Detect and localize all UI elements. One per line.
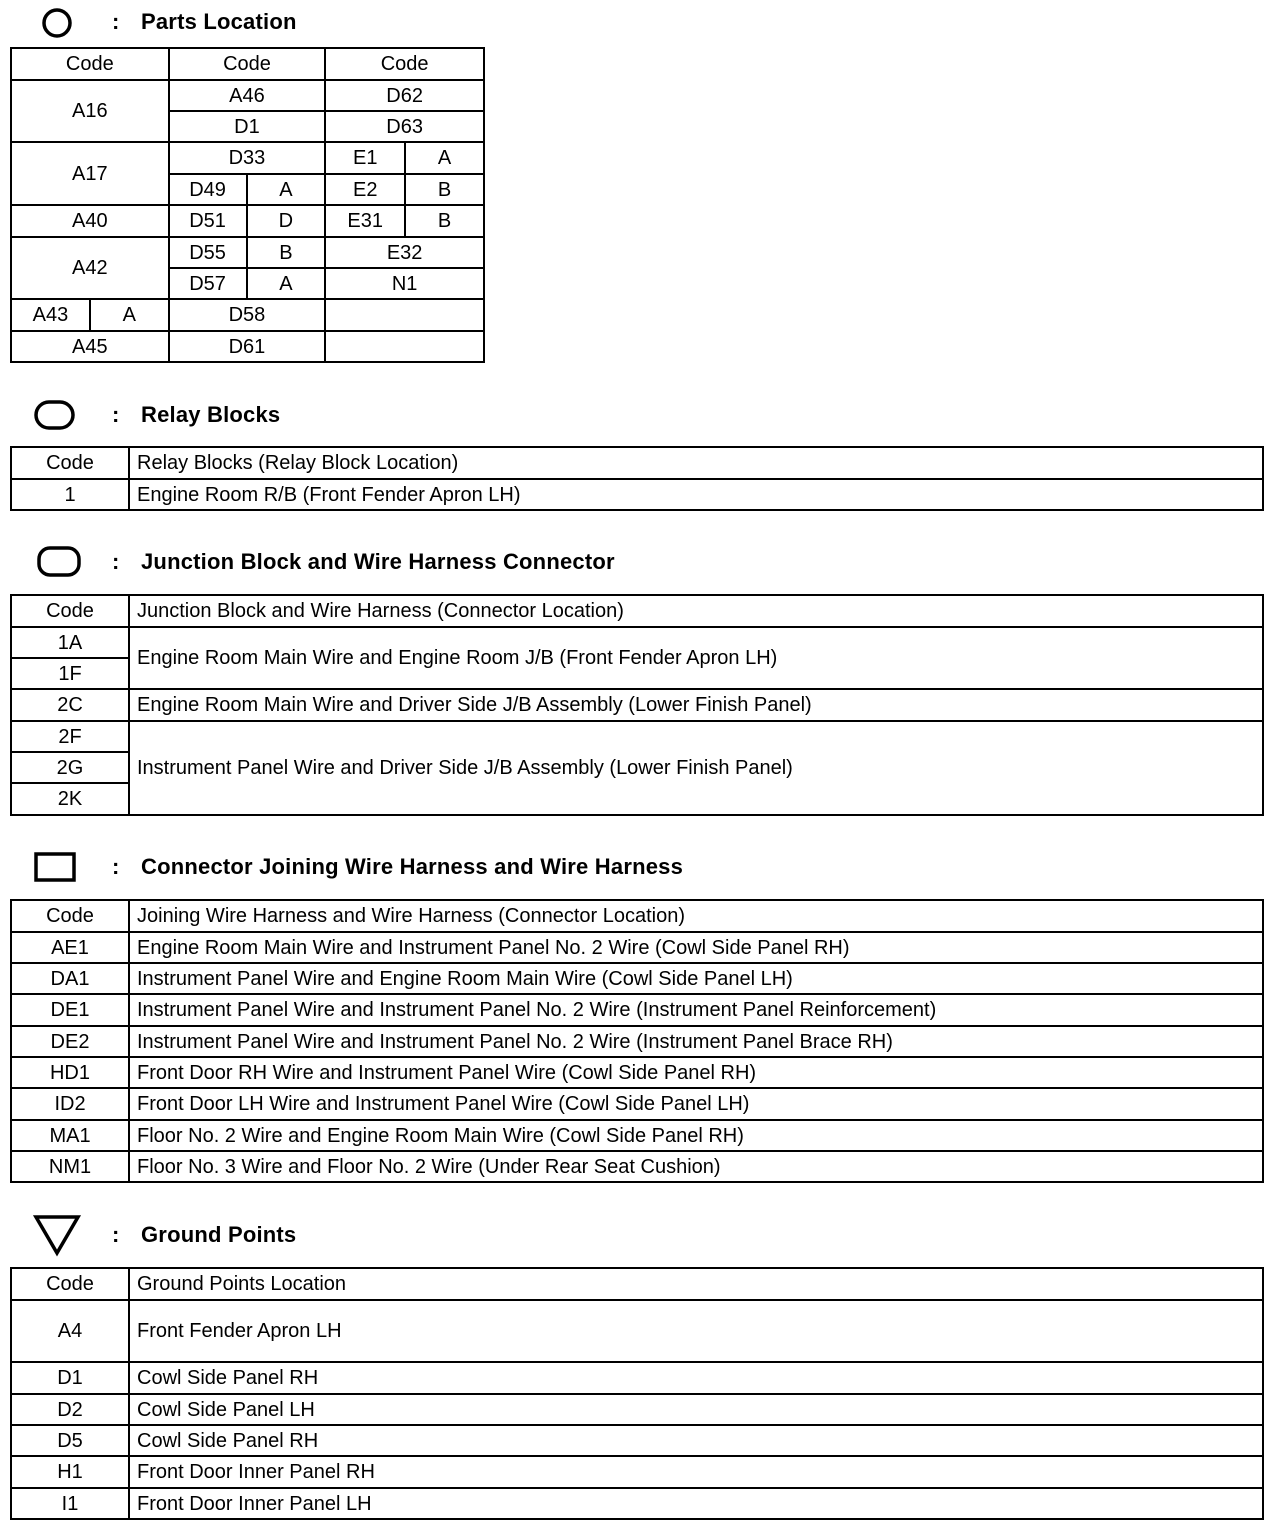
row-code: D2 [11, 1394, 129, 1425]
empty-cell [325, 299, 484, 331]
row-description: Floor No. 3 Wire and Floor No. 2 Wire (Under Rear Seat Cushion) [129, 1151, 1263, 1182]
row-code: 2K [11, 783, 129, 815]
row-description: Engine Room Main Wire and Instrument Panel No. 2 Wire (Cowl Side Panel RH) [129, 932, 1263, 963]
part-code: A43 [11, 299, 90, 331]
ground-points-table [10, 1267, 1264, 1520]
row-description: Front Fender Apron LH [129, 1300, 1263, 1362]
row-code: 1 [11, 479, 129, 510]
row-code: MA1 [11, 1120, 129, 1151]
part-code: A40 [11, 205, 169, 237]
row-code: DE2 [11, 1026, 129, 1057]
part-code: E2 [325, 174, 405, 205]
part-variant: A [247, 268, 326, 299]
rounded-oval-icon [33, 398, 77, 432]
section-colon: : [112, 549, 120, 574]
junction-block-table [10, 594, 1264, 816]
part-variant: D [247, 205, 326, 237]
part-code: E1 [325, 142, 405, 174]
header-description: Junction Block and Wire Harness (Connector Location) [129, 595, 1263, 627]
part-variant: B [405, 205, 484, 237]
table-row [11, 1456, 1263, 1488]
row-description: Front Door RH Wire and Instrument Panel Wire (Cowl Side Panel RH) [129, 1057, 1263, 1088]
circle-icon [40, 6, 76, 42]
row-code: ID2 [11, 1088, 129, 1120]
header-description: Relay Blocks (Relay Block Location) [129, 447, 1263, 479]
row-code: HD1 [11, 1057, 129, 1088]
part-code: A17 [11, 142, 169, 205]
part-code: E31 [325, 205, 405, 237]
row-code: NM1 [11, 1151, 129, 1182]
relay-blocks-title: Relay Blocks [141, 402, 281, 427]
section-colon: : [112, 9, 120, 34]
section-colon: : [112, 1222, 120, 1247]
table-row [11, 1057, 1263, 1088]
down-triangle-icon [32, 1212, 82, 1258]
part-code: E32 [325, 237, 484, 268]
table-row [11, 1300, 1263, 1362]
parts-location-title: Parts Location [141, 9, 297, 34]
part-code: D61 [169, 331, 326, 362]
row-code: D1 [11, 1362, 129, 1394]
row-code: I1 [11, 1488, 129, 1519]
header-code: Code [11, 1268, 129, 1300]
row-code: AE1 [11, 932, 129, 963]
part-code: D1 [169, 111, 326, 142]
table-row [11, 963, 1263, 994]
part-code: D51 [169, 205, 247, 237]
row-description: Front Door Inner Panel RH [129, 1456, 1263, 1488]
part-code: D55 [169, 237, 247, 268]
part-code: N1 [325, 268, 484, 299]
connector-joining-title: Connector Joining Wire Harness and Wire Harness [141, 854, 684, 879]
row-code: DE1 [11, 994, 129, 1026]
table-row [11, 1088, 1263, 1120]
part-variant: A [90, 299, 169, 331]
row-description: Instrument Panel Wire and Driver Side J/B Assembly (Lower Finish Panel) [129, 721, 1263, 815]
row-description: Instrument Panel Wire and Instrument Panel No. 2 Wire (Instrument Panel Reinforcement) [129, 994, 1263, 1026]
relay-blocks-table [10, 446, 1264, 511]
table-row [11, 1394, 1263, 1425]
row-description: Engine Room Main Wire and Driver Side J/B Assembly (Lower Finish Panel) [129, 689, 1263, 721]
row-code: A4 [11, 1300, 129, 1362]
row-description: Engine Room Main Wire and Engine Room J/B (Front Fender Apron LH) [129, 627, 1263, 689]
part-code: A46 [169, 80, 326, 111]
part-code: D33 [169, 142, 326, 174]
table-row [11, 1120, 1263, 1151]
header-code: Code [11, 900, 129, 932]
table-row [11, 1151, 1263, 1182]
row-code: 2C [11, 689, 129, 721]
parts-location-table [10, 47, 485, 363]
row-code: 2F [11, 721, 129, 752]
row-code: 1F [11, 658, 129, 689]
header-code: Code [11, 447, 129, 479]
part-variant: A [405, 142, 484, 174]
ground-points-title: Ground Points [141, 1222, 297, 1247]
header-code: Code [11, 48, 169, 80]
row-code: DA1 [11, 963, 129, 994]
header-description: Joining Wire Harness and Wire Harness (Connector Location) [129, 900, 1263, 932]
part-code: D58 [169, 299, 326, 331]
row-description: Front Door LH Wire and Instrument Panel Wire (Cowl Side Panel LH) [129, 1088, 1263, 1120]
part-code: D49 [169, 174, 247, 205]
row-code: 1A [11, 627, 129, 658]
row-description: Instrument Panel Wire and Instrument Panel No. 2 Wire (Instrument Panel Brace RH) [129, 1026, 1263, 1057]
part-variant: B [247, 237, 326, 268]
part-code: D63 [325, 111, 484, 142]
row-code: H1 [11, 1456, 129, 1488]
part-variant: A [247, 174, 326, 205]
part-code: A16 [11, 80, 169, 142]
header-code: Code [11, 595, 129, 627]
row-description: Instrument Panel Wire and Engine Room Main Wire (Cowl Side Panel LH) [129, 963, 1263, 994]
part-code: D62 [325, 80, 484, 111]
table-row [11, 1026, 1263, 1057]
row-description: Engine Room R/B (Front Fender Apron LH) [129, 479, 1263, 510]
junction-block-title: Junction Block and Wire Harness Connector [141, 549, 615, 574]
header-code: Code [325, 48, 484, 80]
row-description: Floor No. 2 Wire and Engine Room Main Wire (Cowl Side Panel RH) [129, 1120, 1263, 1151]
row-description: Cowl Side Panel RH [129, 1362, 1263, 1394]
table-row [11, 1362, 1263, 1394]
header-code: Code [169, 48, 326, 80]
table-row [11, 479, 1263, 510]
part-code: A42 [11, 237, 169, 299]
row-code: 2G [11, 752, 129, 783]
row-description: Front Door Inner Panel LH [129, 1488, 1263, 1519]
row-description: Cowl Side Panel RH [129, 1425, 1263, 1456]
rectangle-icon [33, 850, 79, 884]
part-code: D57 [169, 268, 247, 299]
part-variant: B [405, 174, 484, 205]
rounded-rect-icon [36, 544, 84, 578]
table-row [11, 994, 1263, 1026]
header-description: Ground Points Location [129, 1268, 1263, 1300]
section-colon: : [112, 854, 120, 879]
table-row [11, 932, 1263, 963]
section-colon: : [112, 402, 120, 427]
table-row [11, 1488, 1263, 1519]
table-row [11, 1425, 1263, 1456]
row-code: D5 [11, 1425, 129, 1456]
row-description: Cowl Side Panel LH [129, 1394, 1263, 1425]
empty-cell [325, 331, 484, 362]
connector-joining-table [10, 899, 1264, 1183]
part-code: A45 [11, 331, 169, 362]
